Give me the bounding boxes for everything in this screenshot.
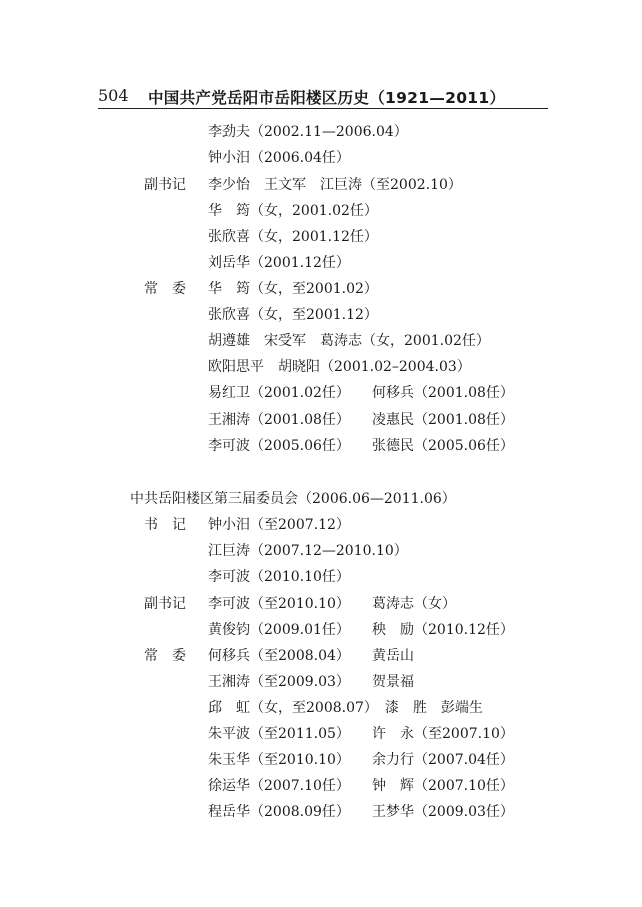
list-item: 张欣喜（女，2001.12任） <box>208 229 378 245</box>
page-number: 504 <box>98 86 129 105</box>
list-item: 朱玉华（至2010.10） <box>208 752 350 768</box>
role-label-fushuji: 副书记 <box>144 177 186 193</box>
role-label-changwei: 常 委 <box>144 648 186 664</box>
list-item: 李少怡 王文军 江巨涛（至2002.10） <box>208 177 462 193</box>
header-rule <box>98 108 548 109</box>
list-item: 秧 励（2010.12任） <box>372 622 514 638</box>
list-item: 黄俊钧（2009.01任） <box>208 622 350 638</box>
list-item: 华 筠（女，2001.02任） <box>208 203 378 219</box>
running-title: 中国共产党岳阳市岳阳楼区历史（1921—2011） <box>148 89 506 107</box>
list-item: 黄岳山 <box>372 648 414 664</box>
page-header <box>98 86 548 108</box>
list-item: 李可波（至2010.10） <box>208 596 350 612</box>
list-item: 余力行（2007.04任） <box>372 752 514 768</box>
list-item: 许 永（至2007.10） <box>372 726 514 742</box>
list-item: 程岳华（2008.09任） <box>208 804 350 820</box>
list-item: 李可波（2005.06任） <box>208 438 350 454</box>
list-item: 邱 虹（女，至2008.07） 漆 胜 彭端生 <box>208 700 483 716</box>
list-item: 刘岳华（2001.12任） <box>208 255 350 271</box>
section-title: 中共岳阳楼区第三届委员会（2006.06—2011.06） <box>130 491 456 507</box>
list-item: 王湘涛（至2009.03） <box>208 674 350 690</box>
list-item: 葛涛志（女） <box>372 596 456 612</box>
list-item: 欧阳思平 胡晓阳（2001.02–2004.03） <box>208 359 471 375</box>
role-label-fushuji: 副书记 <box>144 596 186 612</box>
list-item: 徐运华（2007.10任） <box>208 778 350 794</box>
role-label-changwei: 常 委 <box>144 281 186 297</box>
list-item: 钟小汨（2006.04任） <box>208 150 350 166</box>
list-item: 易红卫（2001.02任） <box>208 385 350 401</box>
list-item: 张德民（2005.06任） <box>372 438 514 454</box>
list-item: 华 筠（女，至2001.02） <box>208 281 378 297</box>
role-label-shuji: 书 记 <box>144 517 186 533</box>
list-item: 何移兵（2001.08任） <box>372 385 514 401</box>
list-item: 李可波（2010.10任） <box>208 569 350 585</box>
list-item: 何移兵（至2008.04） <box>208 648 350 664</box>
list-item: 钟 辉（2007.10任） <box>372 778 514 794</box>
list-item: 贺景福 <box>372 674 414 690</box>
list-item: 凌惠民（2001.08任） <box>372 412 514 428</box>
list-item: 江巨涛（2007.12—2010.10） <box>208 543 408 559</box>
list-item: 王湘涛（2001.08任） <box>208 412 350 428</box>
list-item: 钟小汨（至2007.12） <box>208 517 350 533</box>
list-item: 胡遵雄 宋受军 葛涛志（女，2001.02任） <box>208 333 490 349</box>
list-item: 朱平波（至2011.05） <box>208 726 350 742</box>
list-item: 李劲夫（2002.11—2006.04） <box>208 124 408 140</box>
list-item: 王梦华（2009.03任） <box>372 804 514 820</box>
list-item: 张欣喜（女，至2001.12） <box>208 307 378 323</box>
